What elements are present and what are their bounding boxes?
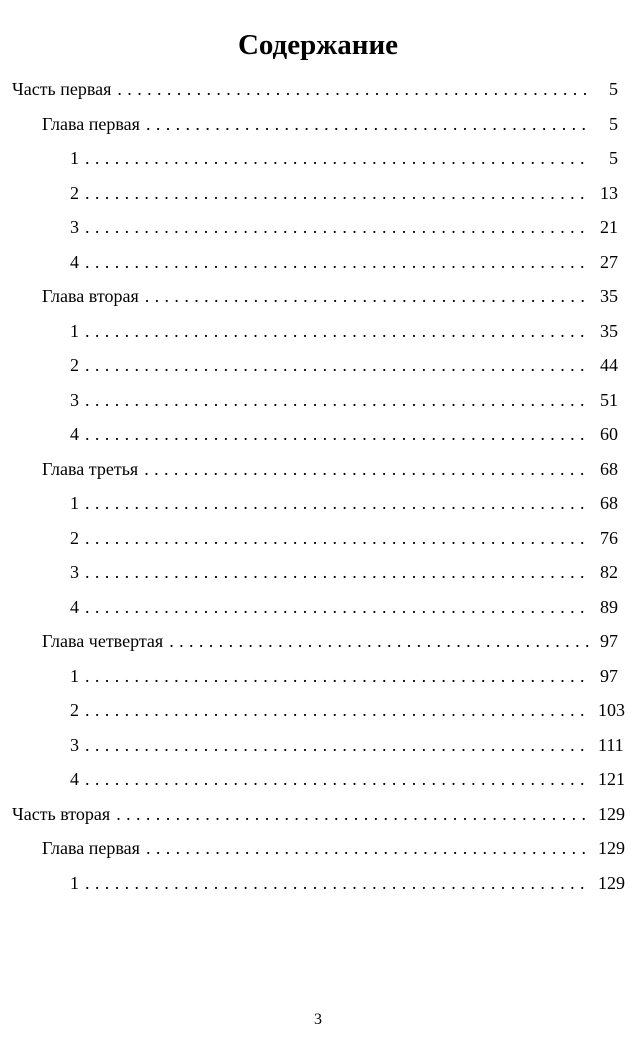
dot-leader [85,147,590,169]
toc-entry-label: Глава вторая [42,285,145,307]
toc-entry-page: 68 [600,458,618,479]
toc-entry [0,72,636,107]
toc-entry [0,210,636,245]
dot-leader [85,354,590,376]
dot-leader [85,872,590,894]
toc-entry-page: 82 [600,562,618,583]
toc-entry-page: 129 [598,838,625,859]
toc-entry-page: 5 [609,79,618,100]
table-of-contents [0,72,636,900]
toc-entry-label: Глава первая [42,837,146,859]
toc-entry-page: 129 [598,803,625,824]
toc-entry [0,452,636,487]
dot-leader [85,251,590,273]
dot-leader [146,113,590,135]
toc-entry-page: 35 [600,286,618,307]
toc-entry-label: 3 [70,389,85,411]
toc-entry [0,383,636,418]
dot-leader [85,665,590,687]
toc-entry-label: 3 [70,734,85,756]
dot-leader [85,320,590,342]
toc-entry-label: 1 [70,872,85,894]
toc-entry [0,659,636,694]
toc-entry [0,176,636,211]
toc-entry [0,279,636,314]
toc-entry-label: Глава первая [42,113,146,135]
dot-leader [85,527,590,549]
dot-leader [85,216,590,238]
page-number: 3 [314,1011,322,1028]
toc-entry [0,486,636,521]
toc-entry [0,728,636,763]
toc-entry [0,762,636,797]
dot-leader [85,492,590,514]
toc-entry-label: 1 [70,320,85,342]
toc-entry-page: 21 [600,217,618,238]
toc-entry-page: 13 [600,182,618,203]
toc-entry-label: Глава третья [42,458,144,480]
dot-leader [169,630,590,652]
dot-leader [145,285,590,307]
toc-entry-page: 97 [600,665,618,686]
toc-entry-page: 97 [600,631,618,652]
toc-entry [0,866,636,901]
toc-entry-label: 1 [70,665,85,687]
toc-entry [0,314,636,349]
toc-entry-page: 51 [600,389,618,410]
toc-entry [0,348,636,383]
dot-leader [85,734,590,756]
toc-entry-label: 4 [70,768,85,790]
dot-leader [116,803,590,825]
toc-entry-page: 89 [600,596,618,617]
toc-entry-page: 5 [609,148,618,169]
toc-entry [0,107,636,142]
toc-entry-label: 1 [70,492,85,514]
toc-entry-label: 4 [70,423,85,445]
toc-entry [0,245,636,280]
dot-leader [85,596,590,618]
toc-entry-page: 76 [600,527,618,548]
dot-leader [117,78,590,100]
toc-entry-label: 2 [70,527,85,549]
toc-entry [0,417,636,452]
toc-entry-label: Глава четвертая [42,630,169,652]
toc-entry-label: 3 [70,561,85,583]
dot-leader [85,561,590,583]
toc-entry-label: 1 [70,147,85,169]
toc-entry [0,555,636,590]
toc-entry [0,590,636,625]
toc-entry-page: 103 [598,700,625,721]
toc-entry-page: 44 [600,355,618,376]
dot-leader [85,182,590,204]
toc-entry [0,797,636,832]
toc-entry-label: 2 [70,182,85,204]
dot-leader [144,458,590,480]
dot-leader [85,699,590,721]
dot-leader [85,768,590,790]
toc-entry-page: 129 [598,872,625,893]
dot-leader [146,837,590,859]
toc-entry [0,521,636,556]
toc-entry-page: 121 [598,769,625,790]
toc-entry-page: 27 [600,251,618,272]
toc-entry-label: 3 [70,216,85,238]
toc-entry-page: 5 [609,113,618,134]
toc-entry [0,624,636,659]
toc-entry-page: 111 [598,734,624,755]
toc-entry-label: 2 [70,354,85,376]
toc-entry [0,831,636,866]
toc-entry-label: 4 [70,596,85,618]
toc-entry-label: Часть вторая [12,803,116,825]
dot-leader [85,423,590,445]
dot-leader [85,389,590,411]
toc-entry [0,693,636,728]
toc-entry-label: Часть первая [12,78,117,100]
page-title: Содержание [237,29,399,62]
toc-entry-page: 68 [600,493,618,514]
toc-entry-page: 35 [600,320,618,341]
toc-entry-label: 2 [70,699,85,721]
toc-entry [0,141,636,176]
toc-entry-page: 60 [600,424,618,445]
toc-entry-label: 4 [70,251,85,273]
